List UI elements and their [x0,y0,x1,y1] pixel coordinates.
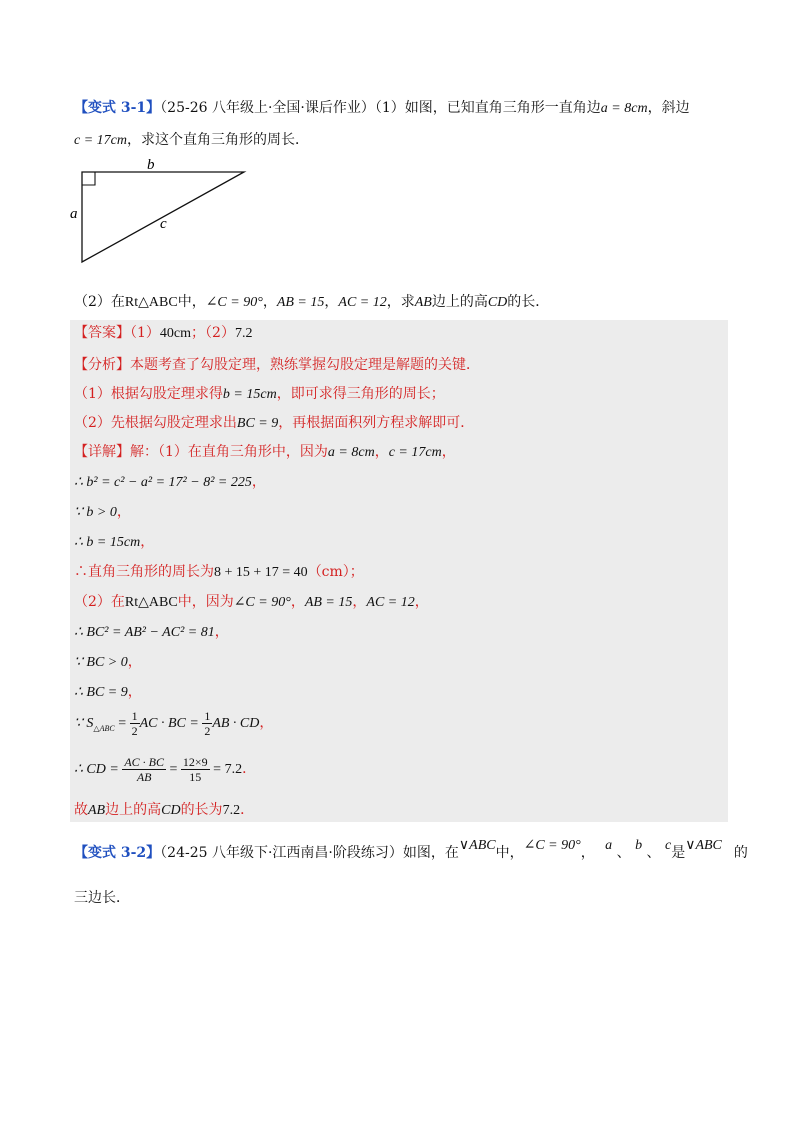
analysis-line-2: （2）先根据勾股定理求出BC = 9，再根据面积列方程求解即可． [74,415,475,431]
detail-line-4: ∴ b = 15cm， [74,534,155,550]
detail-line-10: ∵ $S_{\triangle ABC}$ = $\frac{1}{2}$ AC · BC = $\frac{1}{2}$ AB · CD， [74,708,274,738]
detail-line-7: ∴ BC² = AB² − AC² = 81， [74,624,229,640]
detail-line-5: ∴直角三角形的周长为8 + 15 + 17 = 40（cm）； [74,564,364,580]
answer-line: 【答案】（1）40cm；（2）7.2 [74,325,253,341]
detail-line-3: ∵ b > 0， [74,504,131,520]
detail-line-8: ∵ BC > 0， [74,654,142,670]
right-angle-mark [82,172,95,185]
problem-3-1-part2: （2）在Rt△ABC中，∠C = 90°，AB = 15，AC = 12，求AB边上的高CD的长． [74,294,550,310]
detail-line-11: ∴ CD = $\frac{AC \cdot BC}{AB}$ = $\frac{12\times 9}{15}$ = 7.2． [74,754,257,784]
problem-3-2-line2: 三边长． [74,890,130,906]
problem-tag: 【变式 3-2】 [74,845,161,861]
problem-source: （25-26 八年级上·全国·课后作业） [160,100,375,116]
label-b: b [147,157,155,173]
right-triangle-figure [70,156,260,268]
analysis-line: 【分析】本题考查了勾股定理，熟练掌握勾股定理是解题的关键． [74,357,480,373]
label-a: a [70,206,78,222]
detail-line-6: （2）在Rt△ABC中，因为∠C = 90°，AB = 15，AC = 12， [74,594,429,610]
analysis-line-1: （1）根据勾股定理求得b = 15cm，即可求得三角形的周长； [74,386,445,402]
detail-tag: 【详解】 [74,444,130,460]
detail-line-9: ∴ BC = 9， [74,684,142,700]
problem-3-1-line2: c = 17cm，求这个直角三角形的周长． [74,132,309,148]
problem-3-2-line1: 【变式 3-2】（24-25 八年级下·江西南昌·阶段练习）如图，在∨ABC中，∠C = 90°， a 、 b 、 c是∨ABC 的 [74,838,748,861]
problem-3-1-line1: 【变式 3-1】（25-26 八年级上·全国·课后作业）（1）如图，已知直角三角形一直角边a = 8cm，斜边 [74,100,690,116]
fraction-half: $\frac{1}{2}$ [204,708,211,738]
label-c: c [160,216,167,232]
answer-tag: 【答案】 [74,325,130,341]
fraction-value: $\frac{12\times 9}{15}$ [182,754,208,784]
analysis-tag: 【分析】 [74,357,130,373]
detail-line-2: ∴ b² = c² − a² = 17² − 8² = 225， [74,474,266,490]
fraction-half: $\frac{1}{2}$ [131,708,138,738]
detail-line-1: 【详解】解：（1）在直角三角形中，因为a = 8cm，c = 17cm， [74,444,456,460]
fraction-cd: $\frac{AC \cdot BC}{AB}$ [124,754,164,784]
problem-tag: 【变式 3-1】 [74,100,161,116]
detail-line-12: 故AB边上的高CD的长为7.2． [74,802,255,818]
